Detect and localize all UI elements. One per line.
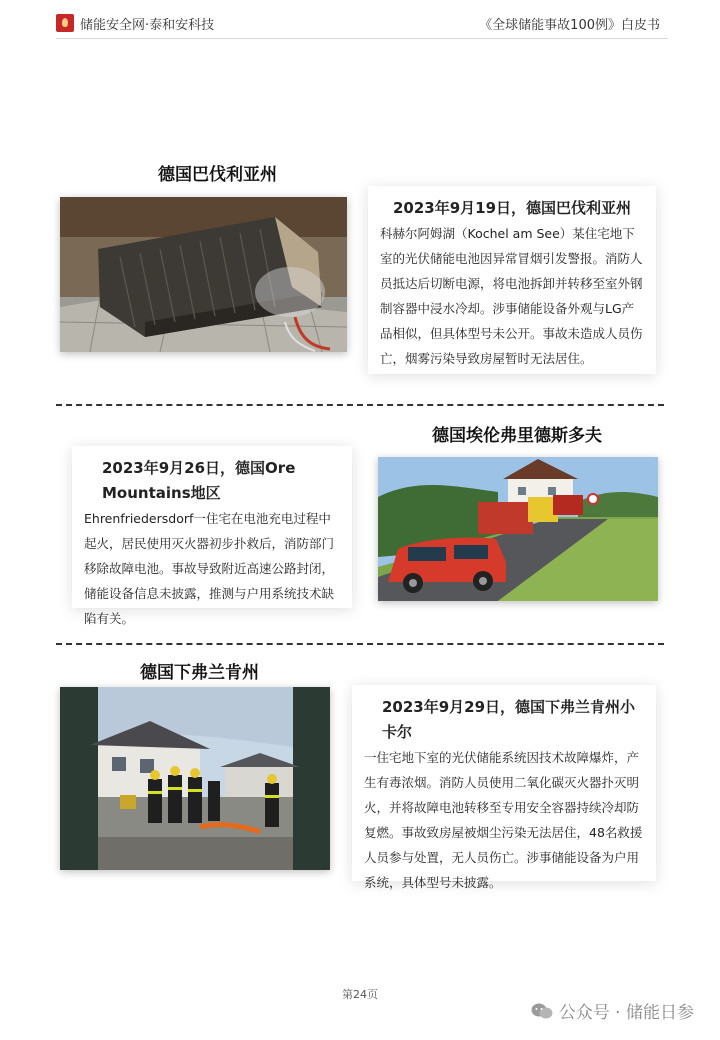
incident-1-body: 科赫尔阿姆湖（Kochel am See）某住宅地下室的光伏储能电池因异常冒烟引发警报。消防人员抵达后切断电源，将电池拆卸并转移至室外钢制容器中浸水冷却。涉事储能设备外观与LG产品相似，但具体型号未公开。事故未造成人员伤亡，烟雾污染导致房屋暂时无法居住。 [380,226,643,366]
page-number: 第24页 [342,988,378,1001]
incident-1-headline: 2023年9月19日，德国巴伐利亚州 [392,199,632,217]
watermark [531,998,694,1023]
brand-logo-icon [56,14,74,32]
header-org: 储能安全网·泰和安科技 [80,18,215,33]
incident-1-card [368,186,656,374]
incident-3-photo [60,687,330,870]
section-divider-2 [56,643,664,645]
incident-2-region: 德国埃伦弗里德斯多夫 [432,426,602,446]
header-doc-title: 《全球储能事故100例》白皮书 [479,18,660,33]
incident-2-headline: 2023年9月26日，德国Ore Mountains地区 [102,459,296,502]
header-rule [56,38,668,39]
wechat-icon [531,1002,553,1020]
incident-3-region: 德国下弗兰肯州 [140,663,259,683]
incident-3-body: 一住宅地下室的光伏储能系统因技术故障爆炸，产生有毒浓烟。消防人员使用二氧化碳灭火器扑灭明火，并将故障电池转移至专用安全容器持续冷却防复燃。事故致房屋被烟尘污染无法居住，48名救援人员参与处置，无人员伤亡。涉事储能设备为户用系统，具体型号未披露。 [364,750,643,890]
incident-2-body: Ehrenfriedersdorf一住宅在电池充电过程中起火，居民使用灭火器初步扑救后，消防部门移除故障电池。事故导致附近高速公路封闭，储能设备信息未披露，推测与户用系统技术缺陷有关。 [84,511,335,626]
incident-3-card [352,685,656,890]
incident-1-photo [60,197,347,352]
incident-2-card [72,446,352,626]
incident-2-photo [378,457,658,601]
incident-1-region: 德国巴伐利亚州 [158,165,277,185]
watermark-text: 公众号 · 储能日参 [558,1003,694,1023]
incident-3-headline: 2023年9月29日，德国下弗兰肯州小卡尔 [382,698,636,741]
section-divider-1 [56,404,664,406]
